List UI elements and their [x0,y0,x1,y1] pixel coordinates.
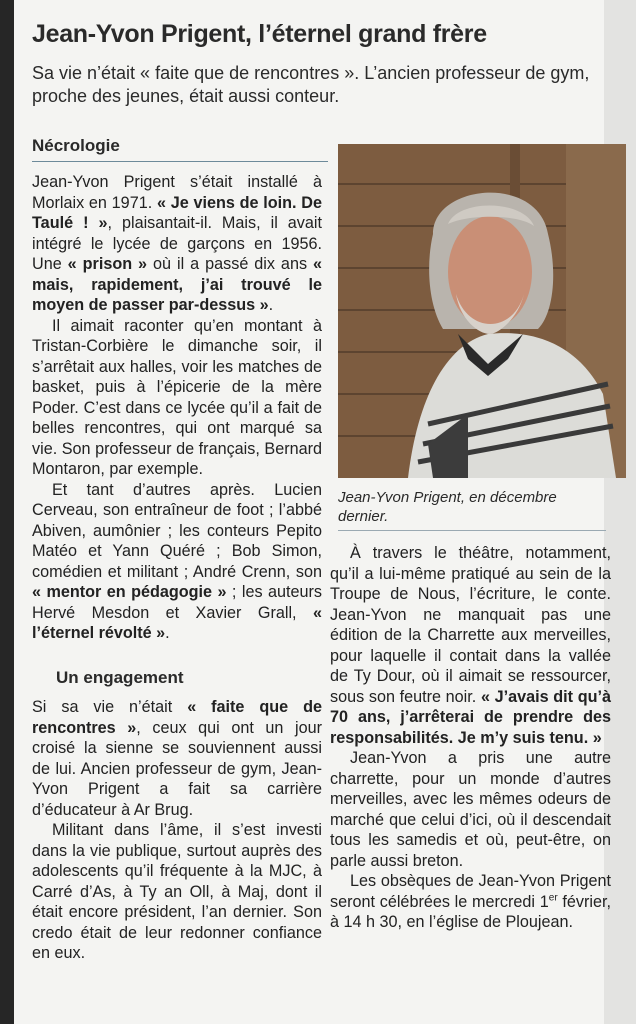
paragraph: Jean-Yvon Prigent s’était installé à Morlaix en 1971. « Je viens de loin. De Taulé ! », plaisantait-il. Mais, il avait intégré le lycée de garçons en 1956. Une « prison » où il a passé dix ans « mais, rapidement, j’ai trouvé le moyen de passer par-dessus ». [32,173,323,314]
section-rubric: Nécrologie [32,136,328,162]
paragraph: Militant dans l’âme, il s’est investi dans la vie publique, surtout auprès des adolescents qu’il fréquente à la MJC, à Carré d’As, à Ty an Oll, à Maj, dont il était encore président, l’an dernier. Son credo était de leur redonner confiance en eux. [32,821,322,962]
article-column-2 [330,543,611,933]
scan-left-edge [0,0,14,1024]
paragraph: À travers le théâtre, notamment, qu’il a lui-même pratiqué au sein de la Troupe de Nous, l’écriture, le conte. Jean-Yvon ne manquait pas une édition de la Charrette aux merveilles, pour laquelle il contait dans la vallée de Ty Dour, où il aimait se ressourcer, sous son feutre noir. « J’avais dit qu’à 70 ans, j’arrêterai de prendre des responsabilités. Je m’y suis tenu. » [330,544,611,747]
paragraph: Jean-Yvon a pris une autre charrette, pour un monde d’autres merveilles, avec les mêmes odeurs de marché que celui d’ici, où il descendait tous les samedis et où, peut-être, on parle aussi breton. [330,749,611,870]
paragraph: Les obsèques de Jean-Yvon Prigent seront célébrées le mercredi 1er février, à 14 h 30, en l’église de Ploujean. [330,872,612,931]
paragraph: Si sa vie n’était « faite que de rencontres », ceux qui ont un jour croisé la sienne se souviennent aussi de lui. Ancien professeur de gym, Jean-Yvon Prigent a fait sa carrière d’éducateur à Ar Brug. [32,698,323,819]
paragraph: Il aimait raconter qu’en montant à Tristan-Corbière le dimanche soir, il s’arrêtait aux halles, voir les matches de basket, puis à l’épicerie de la mère Poder. C’est dans ce lycée qu’il a fait de belles rencontres, qui ont marqué sa vie. Son professeur de français, Bernard Montaron, par exemple. [32,316,322,478]
article-title: Jean-Yvon Prigent, l’éternel grand frère [32,20,487,48]
paragraph: Et tant d’autres après. Lucien Cerveau, son entraîneur de foot ; l’abbé Abiven, aumônier ; les conteurs Pepito Matéo et Yann Quéré ; Bob Simon, comédien et militant ; André Crenn, son « mentor en pédagogie » ; les auteurs Hervé Mesdon et Xavier Grall, « l’éternel révolté ». [32,480,322,642]
portrait-photo [338,144,626,478]
article-column-1 [32,172,322,644]
section-subhead: Un engagement [56,668,184,687]
article-subtitle: Sa vie n’était « faite que de rencontres ». L’ancien professeur de gym, proche des jeunes, était aussi conteur. [32,63,590,106]
article-column-1-continued [32,697,322,964]
caption-divider [338,530,606,531]
photo-caption: Jean-Yvon Prigent, en décembre dernier. [338,489,557,525]
